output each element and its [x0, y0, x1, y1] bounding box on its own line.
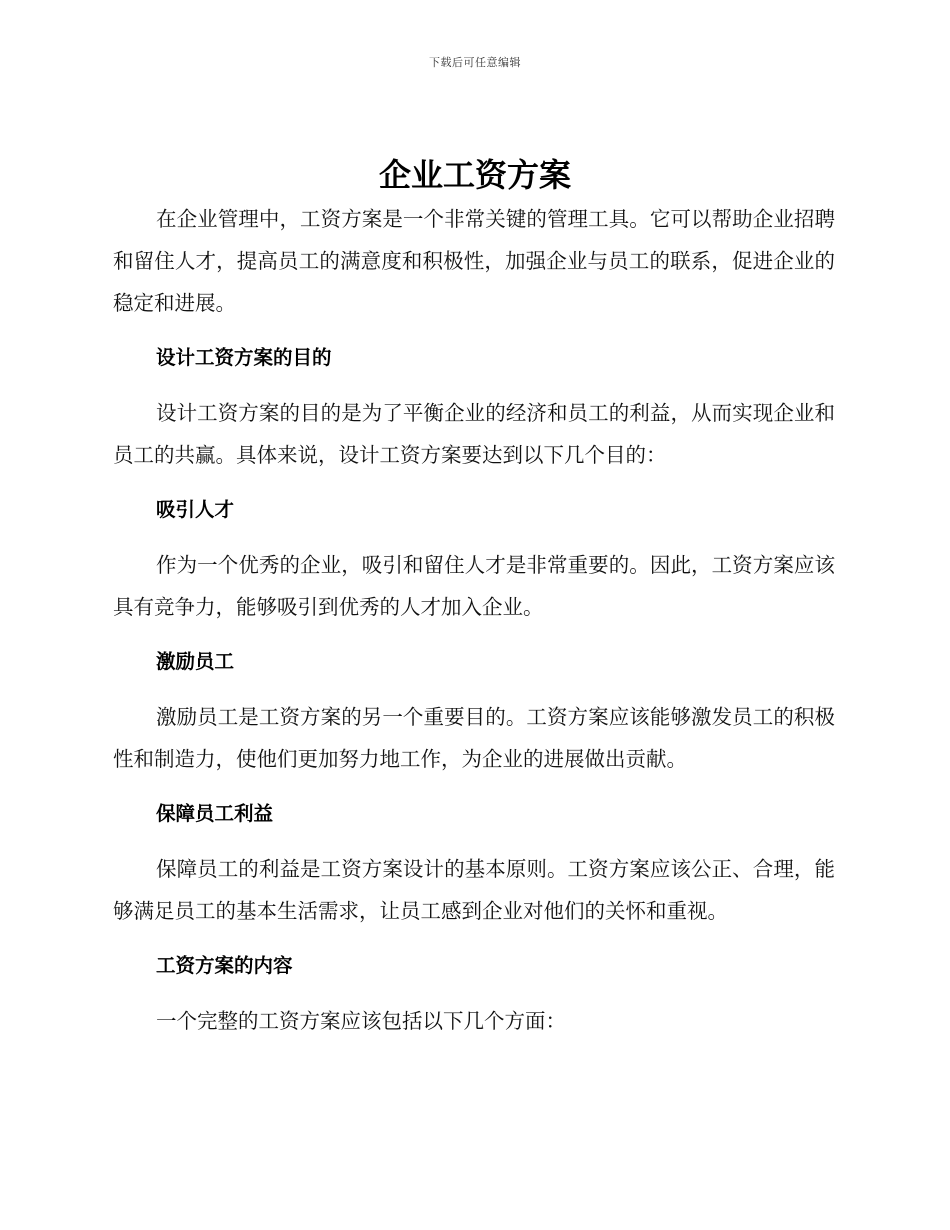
- document-body: [113, 198, 835, 1042]
- subheading-motivate-employees: 激励员工: [156, 650, 235, 673]
- section-heading-contents: 工资方案的内容: [156, 954, 293, 977]
- attract-talent-paragraph: 作为一个优秀的企业，吸引和留住人才是非常重要的。因此，工资方案应该具有竞争力，能够吸引到优秀的人才加入企业。: [113, 553, 835, 619]
- page-header-note: 下载后可任意编辑: [429, 56, 521, 69]
- subheading-protect-interests: 保障员工利益: [156, 802, 274, 825]
- protect-interests-paragraph: 保障员工的利益是工资方案设计的基本原则。工资方案应该公正、合理，能够满足员工的基本生活需求，让员工感到企业对他们的关怀和重视。: [113, 857, 835, 923]
- section-heading-purpose: 设计工资方案的目的: [156, 346, 332, 369]
- motivate-employees-paragraph: 激励员工是工资方案的另一个重要目的。工资方案应该能够激发员工的积极性和制造力，使他们更加努力地工作，为企业的进展做出贡献。: [113, 705, 835, 771]
- purpose-paragraph: 设计工资方案的目的是为了平衡企业的经济和员工的利益，从而实现企业和员工的共赢。具体来说，设计工资方案要达到以下几个目的：: [113, 401, 835, 467]
- contents-paragraph: 一个完整的工资方案应该包括以下几个方面：: [156, 1009, 566, 1033]
- document-title: 企业工资方案: [378, 156, 571, 194]
- subheading-attract-talent: 吸引人才: [156, 498, 235, 521]
- intro-paragraph: 在企业管理中，工资方案是一个非常关键的管理工具。它可以帮助企业招聘和留住人才，提高员工的满意度和积极性，加强企业与员工的联系，促进企业的稳定和进展。: [113, 207, 835, 315]
